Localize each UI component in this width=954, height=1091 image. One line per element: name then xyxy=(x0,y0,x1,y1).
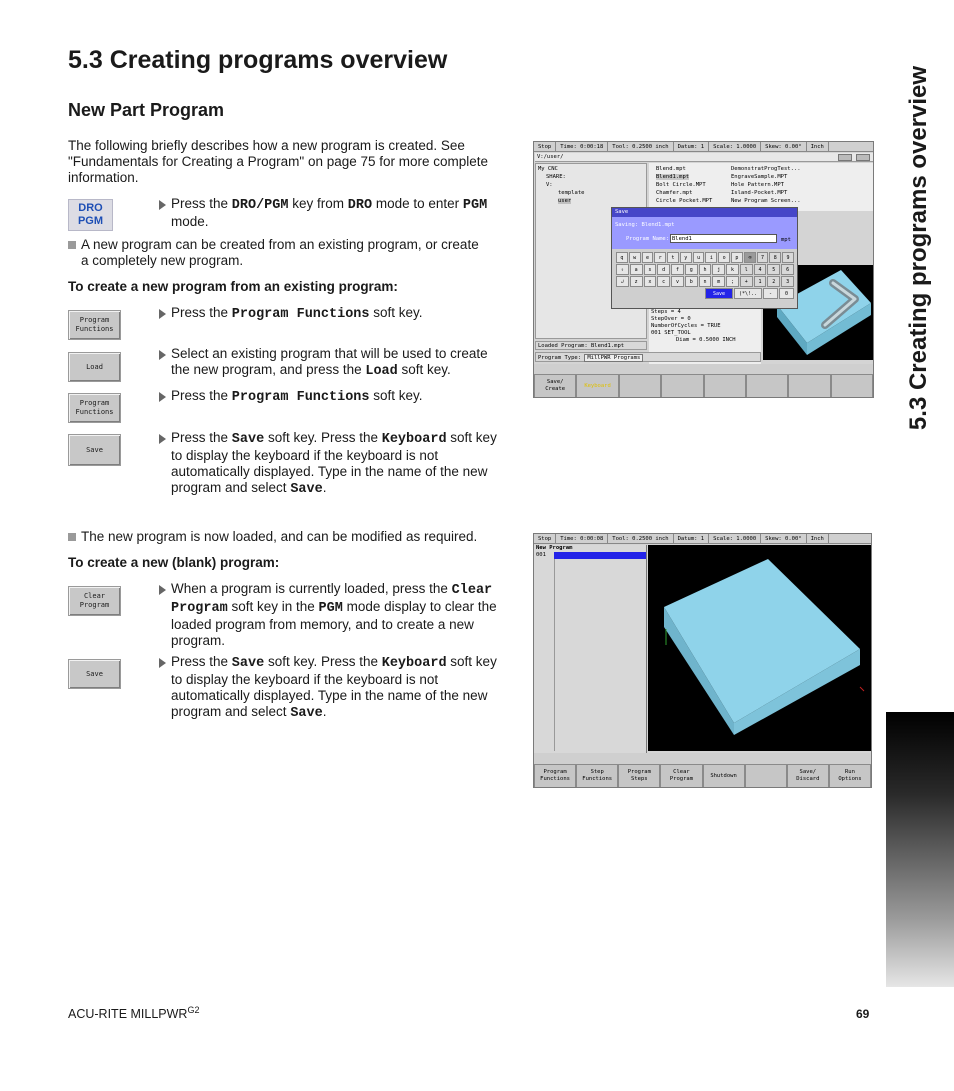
step-arrow-icon xyxy=(159,309,166,319)
file-item[interactable]: Chamfer.mpt xyxy=(656,190,693,196)
step-4-text: Press the Program Functions soft key. xyxy=(171,388,423,405)
keyboard-key[interactable]: 8 xyxy=(769,252,781,263)
blank-softkey[interactable] xyxy=(661,374,703,398)
note-bullet-icon xyxy=(68,241,76,249)
step-2-text: Press the Program Functions soft key. xyxy=(171,305,423,322)
heading-blank: To create a new (blank) program: xyxy=(68,555,280,570)
keyboard-key[interactable]: 6 xyxy=(781,264,794,275)
program-row-selected[interactable]: 001 xyxy=(534,552,646,559)
tree-item[interactable]: V: xyxy=(546,182,553,188)
step-5-text: Press the Save soft key. Press the Keyboard soft key to display the keyboard if the keyboard is not automatically displayed. Type in the name of the new program and select Save. xyxy=(171,430,497,497)
step-functions-softkey[interactable]: Step Functions xyxy=(576,764,618,788)
loaded-program-label: Loaded Program: Blend1.mpt xyxy=(535,341,647,350)
file-item[interactable]: Bolt Circle.MPT xyxy=(656,182,706,188)
file-item-selected[interactable]: Blend1.mpt xyxy=(656,174,690,180)
keyboard-key[interactable]: ; xyxy=(726,276,739,287)
keyboard-key[interactable]: 4 xyxy=(754,264,767,275)
clear-program-softkey[interactable]: Clear Program xyxy=(68,586,121,616)
keyboard-key[interactable]: z xyxy=(630,276,643,287)
keyboard-key[interactable]: y xyxy=(680,252,692,263)
keyboard-key[interactable]: k xyxy=(726,264,739,275)
onscreen-keyboard xyxy=(616,252,794,300)
keyboard-row xyxy=(616,288,794,299)
file-item[interactable]: Circle Pocket.MPT xyxy=(656,198,713,204)
keyboard-key[interactable]: + xyxy=(740,276,753,287)
softkey-bar xyxy=(534,764,871,788)
step-arrow-icon xyxy=(159,658,166,668)
keyboard-key[interactable]: n xyxy=(699,276,712,287)
blank-softkey[interactable] xyxy=(704,374,746,398)
blank-softkey[interactable] xyxy=(831,374,873,398)
step-arrow-icon xyxy=(159,392,166,402)
keyboard-save-key[interactable]: Save xyxy=(705,288,733,299)
blank-softkey[interactable] xyxy=(788,374,830,398)
keyboard-softkey[interactable]: Keyboard xyxy=(576,374,618,398)
graphics-viewport xyxy=(648,545,872,751)
program-name-label: Program Name: xyxy=(626,236,670,242)
side-gradient-band xyxy=(886,712,954,987)
section-subtitle: New Part Program xyxy=(68,100,225,120)
save-softkey[interactable]: Save xyxy=(68,434,121,466)
keyboard-key[interactable]: c xyxy=(657,276,670,287)
keyboard-key[interactable]: h xyxy=(699,264,712,275)
save-create-softkey[interactable]: Save/ Create xyxy=(534,374,576,398)
dro-pgm-key xyxy=(68,199,113,231)
program-functions-softkey[interactable]: Program Functions xyxy=(68,393,121,423)
step-arrow-icon xyxy=(159,585,166,595)
keyboard-key[interactable]: q xyxy=(616,252,628,263)
keyboard-key[interactable]: b xyxy=(685,276,698,287)
keyboard-row xyxy=(616,252,794,263)
note-bullet-icon xyxy=(68,533,76,541)
keyboard-key[interactable]: e xyxy=(642,252,654,263)
keyboard-key[interactable]: p xyxy=(731,252,743,263)
intro-paragraph: The following briefly describes how a new program is created. See "Fundamentals for Creating a Program" on page 75 for more complete information. xyxy=(68,138,489,185)
keyboard-key[interactable]: w xyxy=(629,252,641,263)
keyboard-key[interactable]: - xyxy=(763,288,778,299)
keyboard-key[interactable]: d xyxy=(657,264,670,275)
keyboard-key[interactable]: g xyxy=(685,264,698,275)
dro-key-line2: PGM xyxy=(77,215,104,227)
program-steps-softkey[interactable]: Program Steps xyxy=(618,764,660,788)
path-bar: V:/user/ xyxy=(535,153,874,162)
tree-item-selected[interactable]: user xyxy=(558,198,572,204)
file-item[interactable]: EngraveSample.MPT xyxy=(731,174,788,180)
status-bar: Stop Time: 0:00:18 Tool: 0.2500 inch Datum: 1 Scale: 1.0000 Skew: 0.00° Inch xyxy=(534,142,873,152)
load-softkey[interactable]: Load xyxy=(68,352,121,382)
keyboard-key[interactable]: v xyxy=(671,276,684,287)
keyboard-key[interactable]: j xyxy=(712,264,725,275)
program-functions-softkey[interactable]: Program Functions xyxy=(68,310,121,340)
file-item[interactable]: DemonstratProgTest... xyxy=(731,166,801,172)
keyboard-key[interactable]: ↲ xyxy=(616,276,629,287)
keyboard-key[interactable]: ⌫ xyxy=(744,252,756,263)
new-program-screenshot xyxy=(533,533,872,788)
tree-item[interactable]: My CNC xyxy=(538,166,558,172)
program-type-select[interactable]: MillPWR Programs xyxy=(584,354,643,362)
file-list[interactable] xyxy=(649,163,874,211)
run-options-softkey[interactable]: Run Options xyxy=(829,764,871,788)
program-functions-softkey[interactable]: Program Functions xyxy=(534,764,576,788)
keyboard-key[interactable]: o xyxy=(718,252,730,263)
save-dialog-screenshot xyxy=(533,141,874,398)
step-arrow-icon xyxy=(159,350,166,360)
program-list[interactable] xyxy=(534,545,647,753)
tree-item[interactable]: template xyxy=(558,190,585,196)
clear-program-softkey[interactable]: Clear Program xyxy=(660,764,702,788)
page-number: 69 xyxy=(856,1007,870,1021)
keyboard-key[interactable]: i xyxy=(705,252,717,263)
keyboard-row xyxy=(616,264,794,275)
keyboard-key[interactable]: a xyxy=(630,264,643,275)
keyboard-key[interactable]: (*\!.. xyxy=(734,288,762,299)
keyboard-key[interactable]: 0 xyxy=(779,288,794,299)
extension-label: mpt xyxy=(781,237,791,243)
file-item[interactable]: Island-Pocket.MPT xyxy=(731,190,788,196)
heading-existing: To create a new program from an existing program: xyxy=(68,279,398,294)
keyboard-key[interactable]: t xyxy=(667,252,679,263)
dro-key-line1: DRO xyxy=(78,202,103,214)
keyboard-key[interactable]: l xyxy=(740,264,753,275)
keyboard-key[interactable]: u xyxy=(693,252,705,263)
keyboard-key[interactable]: 5 xyxy=(767,264,780,275)
note-2-text: The new program is now loaded, and can be modified as required. xyxy=(81,529,478,544)
save-softkey[interactable]: Save xyxy=(68,659,121,689)
step-3-text: Select an existing program that will be used to create the new program, and press the Load soft key. xyxy=(171,346,488,379)
step-arrow-icon xyxy=(159,434,166,444)
keyboard-key[interactable]: 9 xyxy=(782,252,794,263)
keyboard-key[interactable]: f xyxy=(671,264,684,275)
note-1-text: A new program can be created from an existing program, or create a completely new program. xyxy=(81,237,479,268)
keyboard-key[interactable]: s xyxy=(644,264,657,275)
folder-up-icon[interactable] xyxy=(838,154,852,161)
softkey-bar xyxy=(534,374,873,398)
blank-softkey[interactable] xyxy=(745,764,787,788)
save-discard-softkey[interactable]: Save/ Discard xyxy=(787,764,829,788)
file-item[interactable]: Hole Pattern.MPT xyxy=(731,182,784,188)
keyboard-key[interactable]: r xyxy=(654,252,666,263)
step-6-text: When a program is currently loaded, press the Clear Program soft key in the PGM mode display to clear the loaded program from memory, and to create a new program. xyxy=(171,581,497,648)
saving-label: Saving: Blend1.mpt xyxy=(615,222,675,228)
step-arrow-icon xyxy=(159,200,166,210)
tree-item[interactable]: SHARE: xyxy=(546,174,566,180)
dialog-title: Save xyxy=(612,208,797,217)
keyboard-key[interactable]: 1 xyxy=(754,276,767,287)
keyboard-key[interactable]: ⇧ xyxy=(616,264,629,275)
keyboard-key[interactable]: 2 xyxy=(767,276,780,287)
step-7-text: Press the Save soft key. Press the Keyboard soft key to display the keyboard if the keyboard is not automatically displayed. Type in the name of the new program and select Save. xyxy=(171,654,497,721)
keyboard-key[interactable]: 7 xyxy=(757,252,769,263)
blank-softkey[interactable] xyxy=(746,374,788,398)
file-item[interactable]: Blend.mpt xyxy=(656,166,686,172)
status-bar: Stop Time: 0:00:08 Tool: 0.2500 inch Datum: 1 Scale: 1.0000 Skew: 0.00° Inch xyxy=(534,534,871,544)
keyboard-key[interactable]: x xyxy=(644,276,657,287)
file-item[interactable]: New Program Screen... xyxy=(731,198,801,204)
keyboard-row xyxy=(616,276,794,287)
dialog-header xyxy=(612,217,797,249)
footer-product: ACU-RITE $MILLPWR^{G2}$ xyxy=(68,1005,200,1022)
side-section-title: 5.3 Creating programs overview xyxy=(905,65,932,431)
program-params: Steps = 4 StepOver = 0 NumberOfCycles = TRUE 001 SET_TOOL Diam = 0.5000 INCH xyxy=(649,308,761,364)
blank-softkey[interactable] xyxy=(619,374,661,398)
program-name-input[interactable]: Blend1 xyxy=(670,234,777,243)
shutdown-softkey[interactable]: Shutdown xyxy=(703,764,745,788)
step-1-text: Press the DRO/PGM key from DRO mode to enter PGM mode. xyxy=(171,196,488,229)
page-title: 5.3 Creating programs overview xyxy=(68,46,448,74)
keyboard-key[interactable]: 3 xyxy=(781,276,794,287)
save-dialog xyxy=(611,207,798,309)
keyboard-key[interactable]: m xyxy=(712,276,725,287)
program-type-row: Program Type: MillPWR Programs xyxy=(535,352,761,362)
program-list-title: New Program xyxy=(536,545,573,551)
new-folder-icon[interactable] xyxy=(856,154,870,161)
